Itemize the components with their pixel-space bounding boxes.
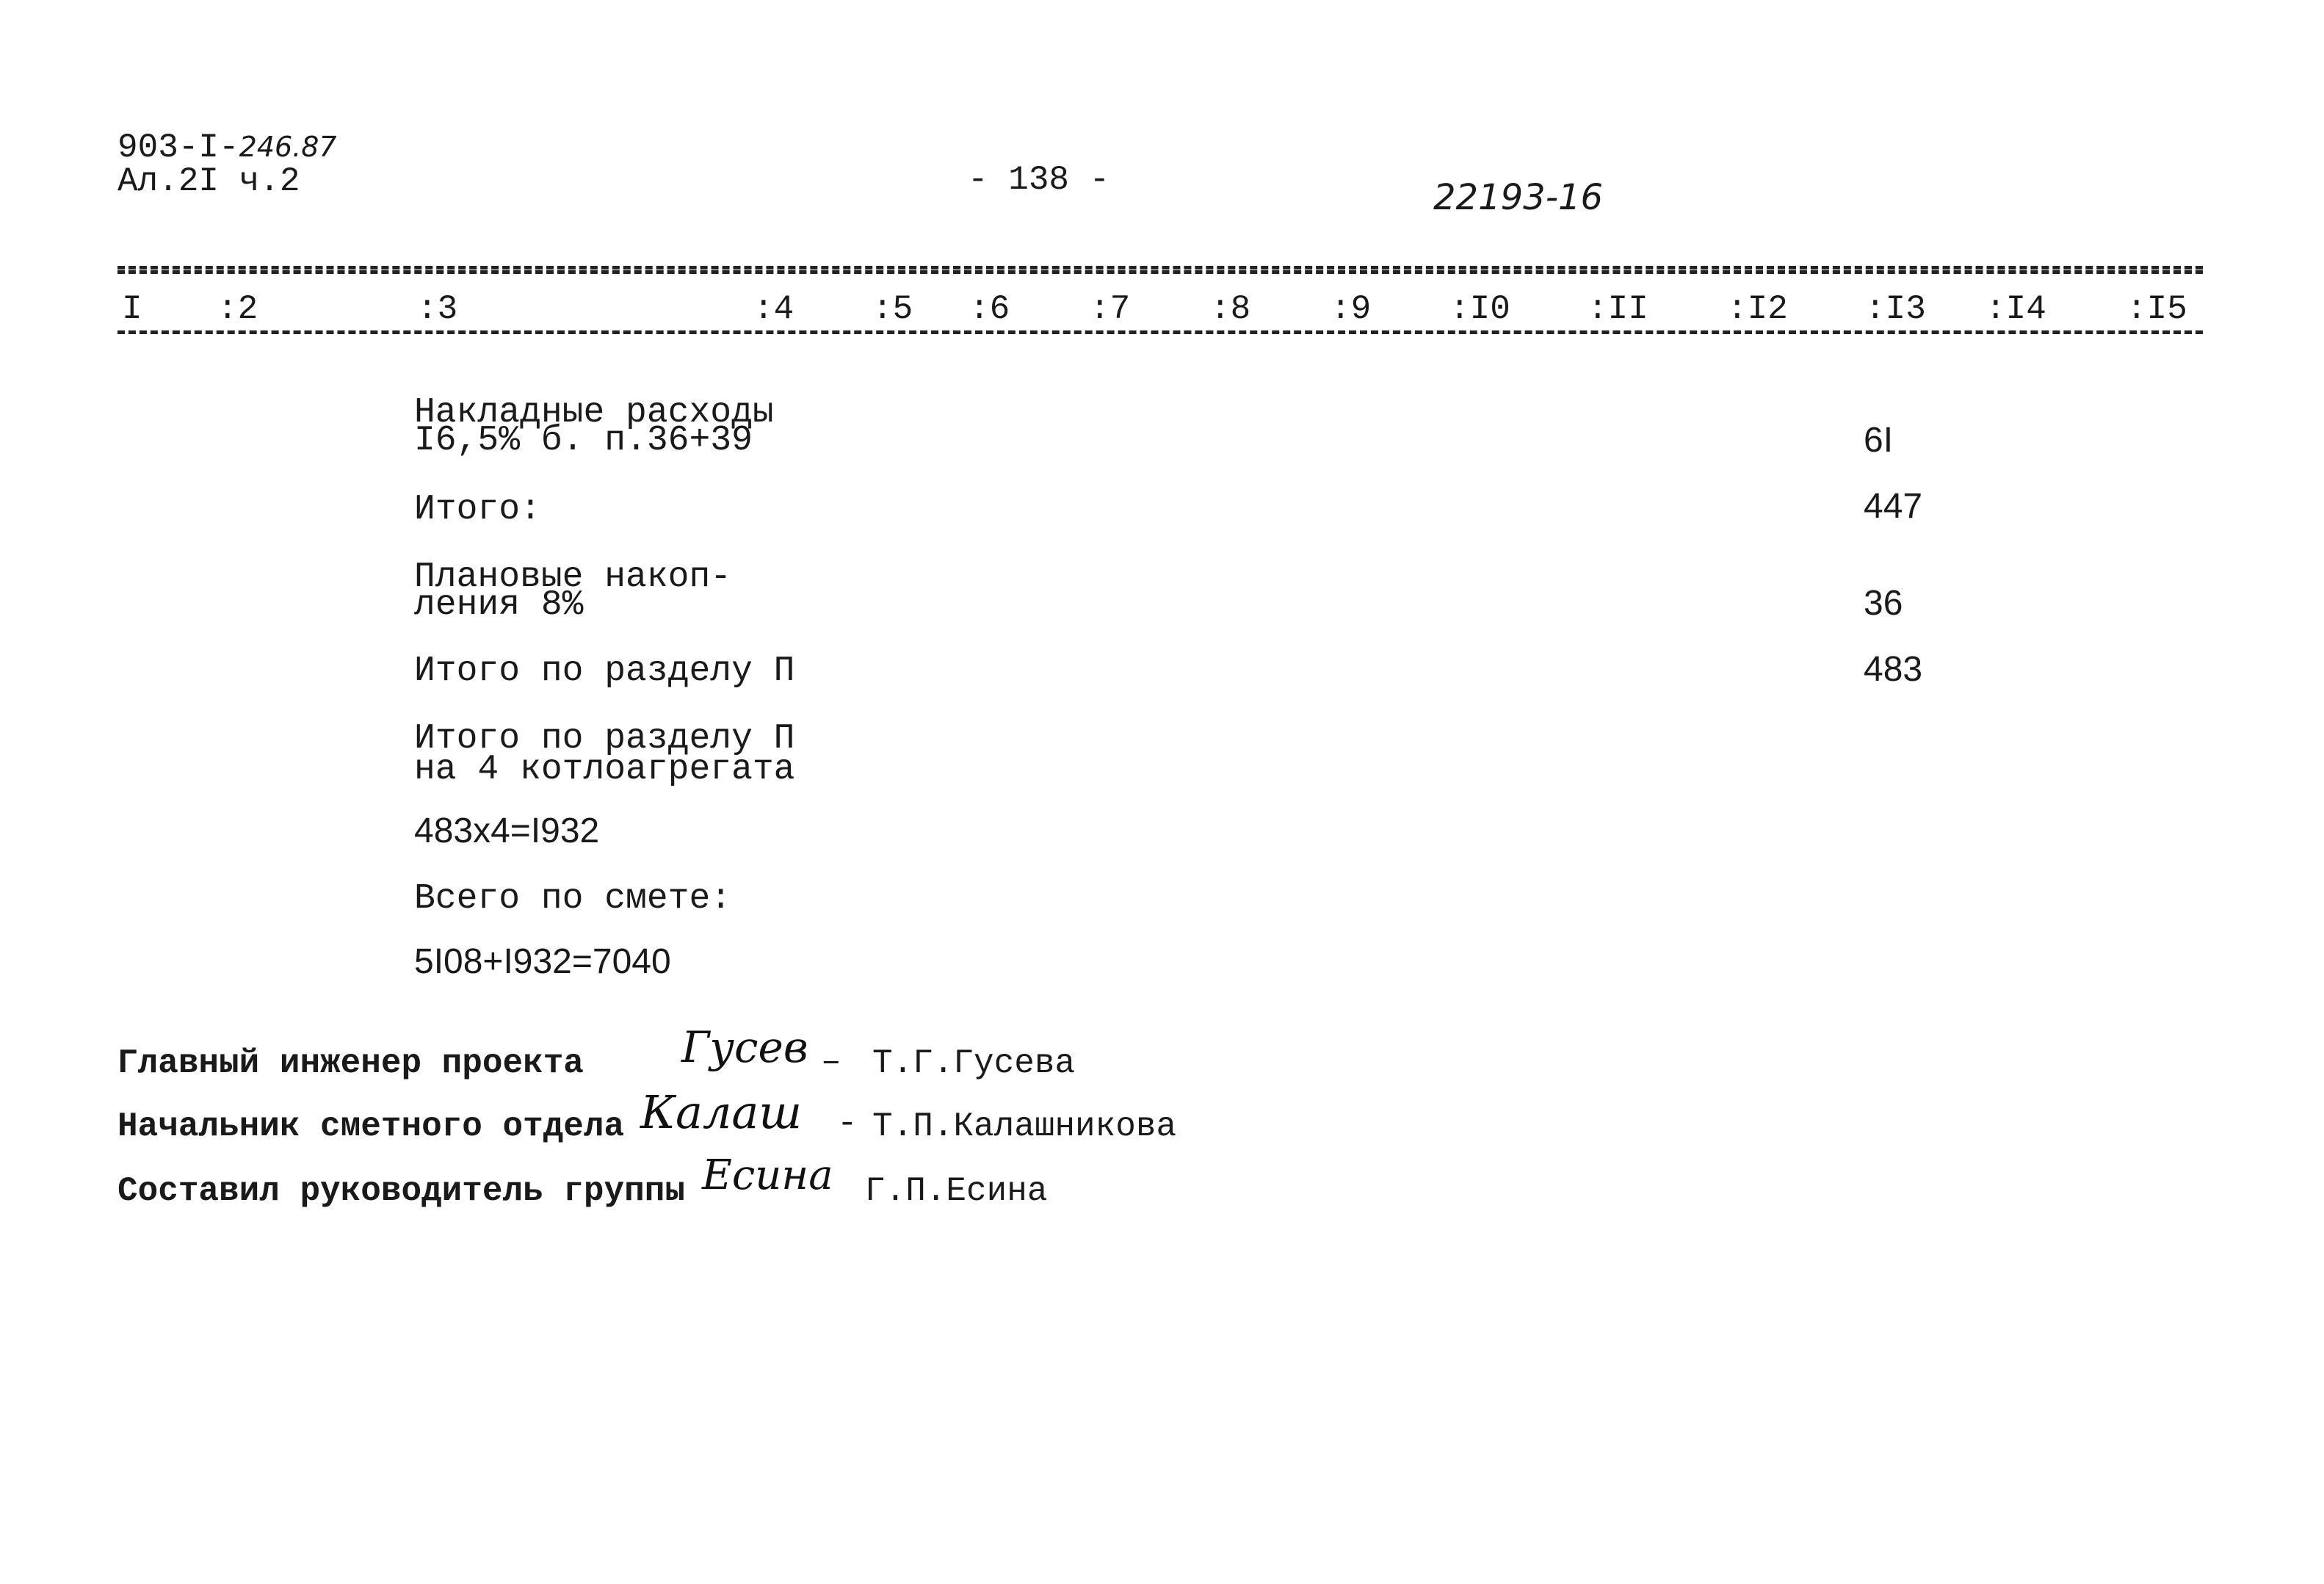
column-number: :6: [969, 290, 1010, 328]
signature-dash: -: [837, 1104, 858, 1143]
table-top-rule-double: [117, 270, 2203, 274]
handwritten-signature: Калаш: [640, 1085, 803, 1139]
handwritten-signature: Есина: [702, 1151, 833, 1199]
album-label: Ал.2I ч.2: [117, 162, 300, 200]
row-subtotal-label: Итого:: [414, 490, 541, 529]
signature-name: Г.П.Есина: [865, 1172, 1048, 1210]
column-number: I: [122, 290, 142, 328]
column-number: :I3: [1865, 290, 1926, 328]
column-number: :II: [1588, 290, 1648, 328]
column-number: :I4: [1985, 290, 2046, 328]
row-section-total-label: Итого по разделу П: [414, 651, 795, 691]
column-number: :8: [1210, 290, 1251, 328]
row-overhead-label-line1: Накладные расходы: [414, 393, 774, 433]
column-number: :7: [1090, 290, 1131, 328]
column-number: :3: [417, 290, 458, 328]
signature-role: Начальник сметного отдела: [117, 1107, 625, 1146]
signature-role: Составил руководитель группы: [117, 1172, 685, 1210]
row-planned-savings-line2: ления 8%: [414, 585, 584, 625]
row-section-total-4-line1: Итого по разделу П: [414, 719, 795, 759]
column-number: :5: [872, 290, 913, 328]
row-subtotal-value: 447: [1864, 487, 1923, 526]
row-overhead-label-line2: I6,5% б. п.36+39: [414, 421, 753, 460]
stamp-number: 22193-16: [1433, 177, 1604, 218]
column-number: :I2: [1727, 290, 1788, 328]
row-planned-savings-line1: Плановые накоп-: [414, 557, 732, 597]
signature-name: Т.Г.Гусева: [872, 1044, 1076, 1082]
row-section-total-4-line2: на 4 котлоагрегата: [414, 750, 795, 789]
column-number: :I5: [2126, 290, 2187, 328]
handwritten-signature: Гусев: [681, 1022, 808, 1072]
column-number: :2: [217, 290, 258, 328]
table-top-rule: [117, 266, 2203, 270]
table-header-bottom-rule: [117, 330, 2203, 334]
column-number: :4: [753, 290, 794, 328]
row-overhead-value: 6I: [1864, 421, 1894, 460]
row-calc-section: 483х4=I932: [414, 811, 600, 850]
document-code-prefix: 903-I-: [117, 129, 239, 167]
document-code: [117, 129, 337, 167]
signature-role: Главный инженер проекта: [117, 1044, 584, 1082]
signature-dash: –: [821, 1043, 841, 1081]
row-section-total-value: 483: [1864, 650, 1923, 689]
page-number: - 138 -: [968, 161, 1110, 199]
column-number: :9: [1331, 290, 1372, 328]
row-grand-total-label: Всего по смете:: [414, 879, 732, 919]
row-planned-savings-value: 36: [1864, 584, 1903, 623]
column-number: :I0: [1449, 290, 1510, 328]
signature-name: Т.П.Калашникова: [872, 1107, 1177, 1146]
row-grand-total-calc: 5I08+I932=7040: [414, 942, 671, 981]
document-code-handwritten: 246.87: [239, 131, 337, 163]
